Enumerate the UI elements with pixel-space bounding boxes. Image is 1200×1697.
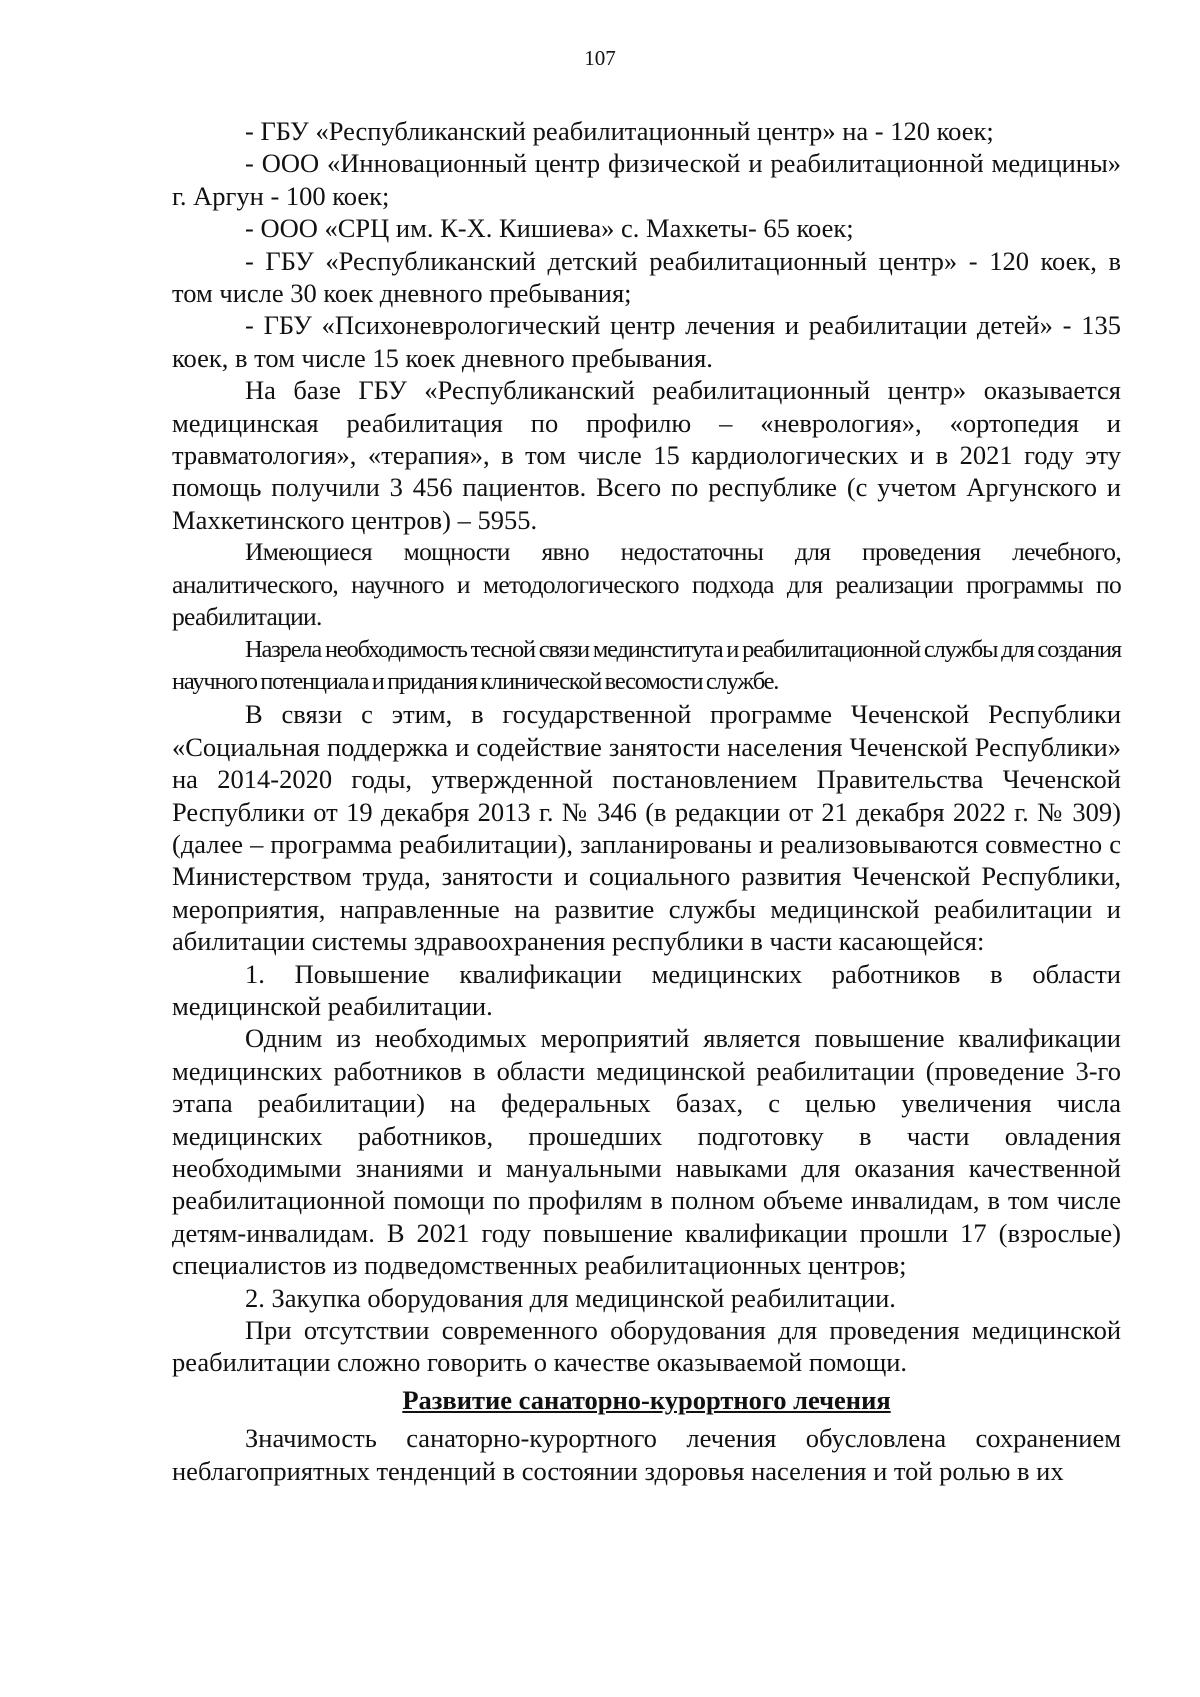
list-item-bed-count: - ООО «Инновационный центр физической и реабилитационной медицины» г. Аргун - 100 коек; [172,148,1121,211]
body-paragraph: Назрела необходимость тесной связи мединститута и реабилитационной службы для создания научного потенциала и придания клинической весомости службе. [172,635,1121,695]
list-item-bed-count: - ГБУ «Психоневрологический центр лечения и реабилитации детей» - 135 коек, в том числе 15 коек дневного пребывания. [172,310,1121,373]
body-paragraph: Одним из необходимых мероприятий является повышение квалификации медицинских работников в области медицинской реабилитации (проведение 3-го этапа реабилитации) на федеральных базах, с целью увеличения числа медицинских работников, прошедших подготовку в части овладения необходимыми знаниями и мануальными навыками для оказания качественной реабилитационной помощи по профилям в полном объеме инвалидам, в том числе детям-инвалидам. В 2021 году повышение квалификации прошли 17 (взрослые) специалистов из подведомственных реабилитационных центров; [172,1023,1121,1281]
body-paragraph: Значимость санаторно-курортного лечения обусловлена сохранением неблагоприятных тенденций в состоянии здоровья населения и той ролью в их [172,1423,1121,1486]
list-item-bed-count: - ООО «СРЦ им. К-Х. Кишиева» с. Махкеты- 65 коек; [245,213,854,244]
body-paragraph: На базе ГБУ «Республиканский реабилитационный центр» оказывается медицинская реабилитация по профилю – «неврология», «ортопедия и травматология», «терапия», в том числе 15 кардиологических и в 2021 году эту помощь получили 3 456 пациентов. Всего по республике (с учетом Аргунского и Махкетинского центров) – 5955. [172,375,1121,535]
body-paragraph: При отсутствии современного оборудования для проведения медицинской реабилитации сложно говорить о качестве оказываемой помощи. [172,1315,1121,1378]
section-heading: Развитие санаторно-курортного лечения [402,1384,891,1415]
document-body [172,115,1121,1487]
numbered-item: 2. Закупка оборудования для медицинской реабилитации. [245,1282,896,1313]
numbered-item: 1. Повышение квалификации медицинских работников в области медицинской реабилитации. [172,958,1121,1021]
list-item-bed-count: - ГБУ «Республиканский реабилитационный центр» на - 120 коек; [245,116,994,146]
list-item-bed-count: - ГБУ «Республиканский детский реабилитационный центр» - 120 коек, в том числе 30 коек дневного пребывания; [172,245,1121,309]
body-paragraph: В связи с этим, в государственной программе Чеченской Республики «Социальная поддержка и содействие занятости населения Чеченской Республики» на 2014-2020 годы, утвержденной постановлением Правительства Чеченской Республики от 19 декабря 2013 г. № 346 (в редакции от 21 декабря 2022 г. № 309) (далее – программа реабилитации), запланированы и реализовываются совместно с Министерством труда, занятости и социального развития Чеченской Республики, мероприятия, направленные на развитие службы медицинской реабилитации и абилитации системы здравоохранения республики в части касающейся: [172,699,1121,957]
body-paragraph: Имеющиеся мощности явно недостаточны для проведения лечебного, аналитического, научного и методологического подхода для реализации программы по реабилитации. [172,537,1121,632]
page-number: 107 [584,46,616,70]
